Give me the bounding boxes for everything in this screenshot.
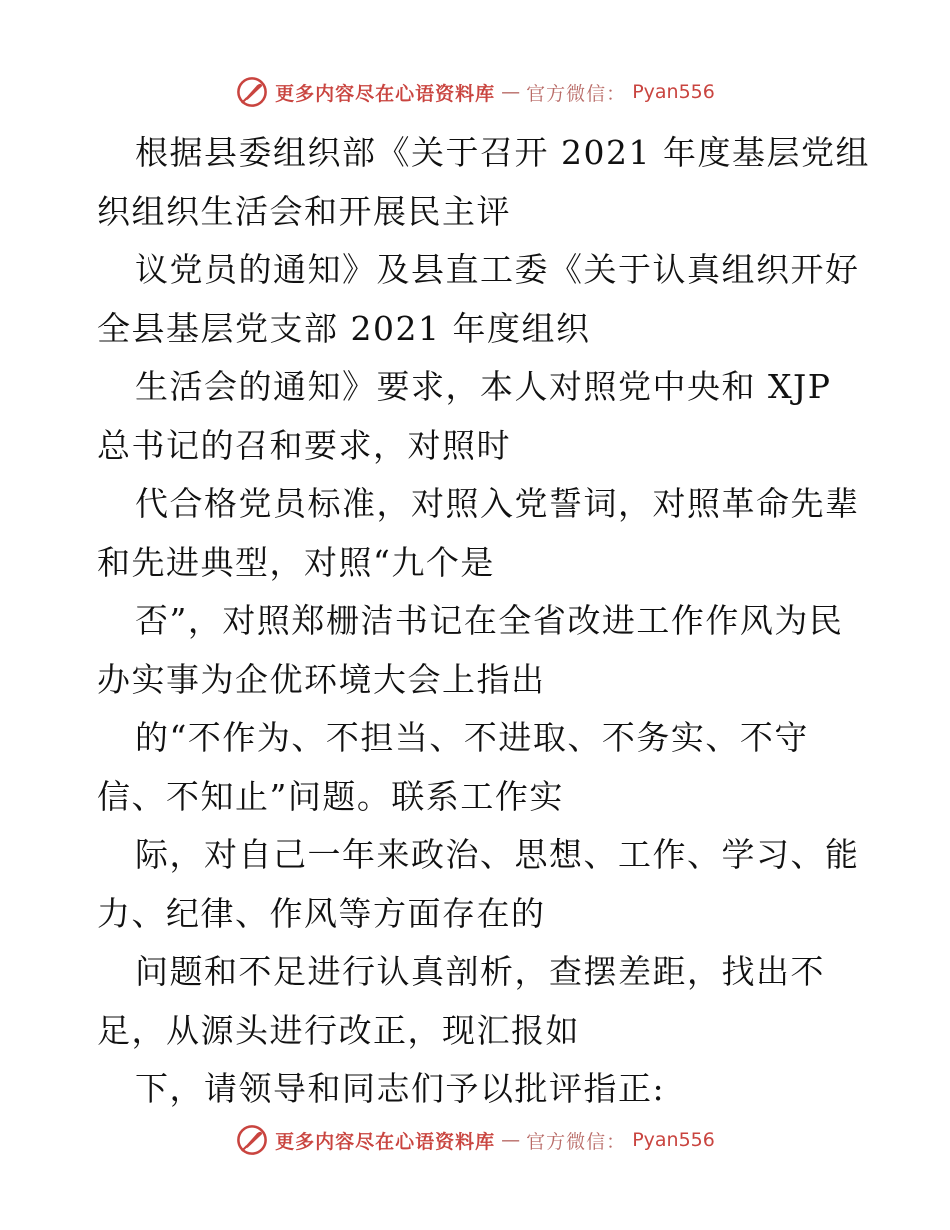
watermark-site-text: 更多内容尽在心语资料库	[275, 1130, 496, 1153]
watermark-dash: —	[501, 1129, 521, 1151]
text-line: 和先进典型，对照“九个是	[97, 542, 495, 582]
watermark-wechat-label: 官方微信：	[526, 1130, 627, 1153]
text-line: 办实事为企优环境大会上指出	[97, 659, 546, 699]
watermark-dash: —	[501, 81, 521, 103]
watermark-wechat-id: Pyan556	[632, 1129, 715, 1151]
feather-pen-circle-icon	[235, 1123, 269, 1157]
text-line: 的“不作为、不担当、不进取、不务实、不守	[135, 718, 809, 757]
text-line: 议党员的通知》及县直工委《关于认真组织开好	[135, 250, 860, 289]
text-line: 下，请领导和同志们予以批评指正:	[135, 1069, 666, 1108]
watermark-wechat-id: Pyan556	[632, 81, 715, 103]
feather-pen-circle-icon	[235, 75, 269, 109]
text-line: 总书记的召和要求，对照时	[97, 425, 511, 465]
watermark-wechat-label: 官方微信：	[526, 82, 627, 105]
text-line: 织组织生活会和开展民主评	[97, 191, 511, 231]
text-line: 全县基层党支部 2021 年度组织	[97, 308, 591, 348]
document-body	[97, 124, 870, 1119]
text-line: 际，对自己一年来政治、思想、工作、学习、能	[135, 835, 860, 874]
watermark-site-text: 更多内容尽在心语资料库	[275, 82, 496, 105]
watermark-header	[0, 72, 950, 112]
text-line: 根据县委组织部《关于召开 2021 年度基层党组	[135, 133, 870, 172]
text-line: 代合格党员标准，对照入党誓词，对照革命先辈	[135, 484, 860, 523]
text-line: 信、不知止”问题。联系工作实	[97, 776, 564, 816]
text-line: 足，从源头进行改正，现汇报如	[97, 1010, 580, 1050]
watermark-footer	[0, 1120, 950, 1160]
text-line: 生活会的通知》要求，本人对照党中央和 XJP	[135, 367, 832, 406]
text-line: 问题和不足进行认真剖析，查摆差距，找出不	[135, 952, 825, 991]
text-line: 否”，对照郑栅洁书记在全省改进工作作风为民	[135, 601, 844, 640]
text-line: 力、纪律、作风等方面存在的	[97, 893, 546, 933]
